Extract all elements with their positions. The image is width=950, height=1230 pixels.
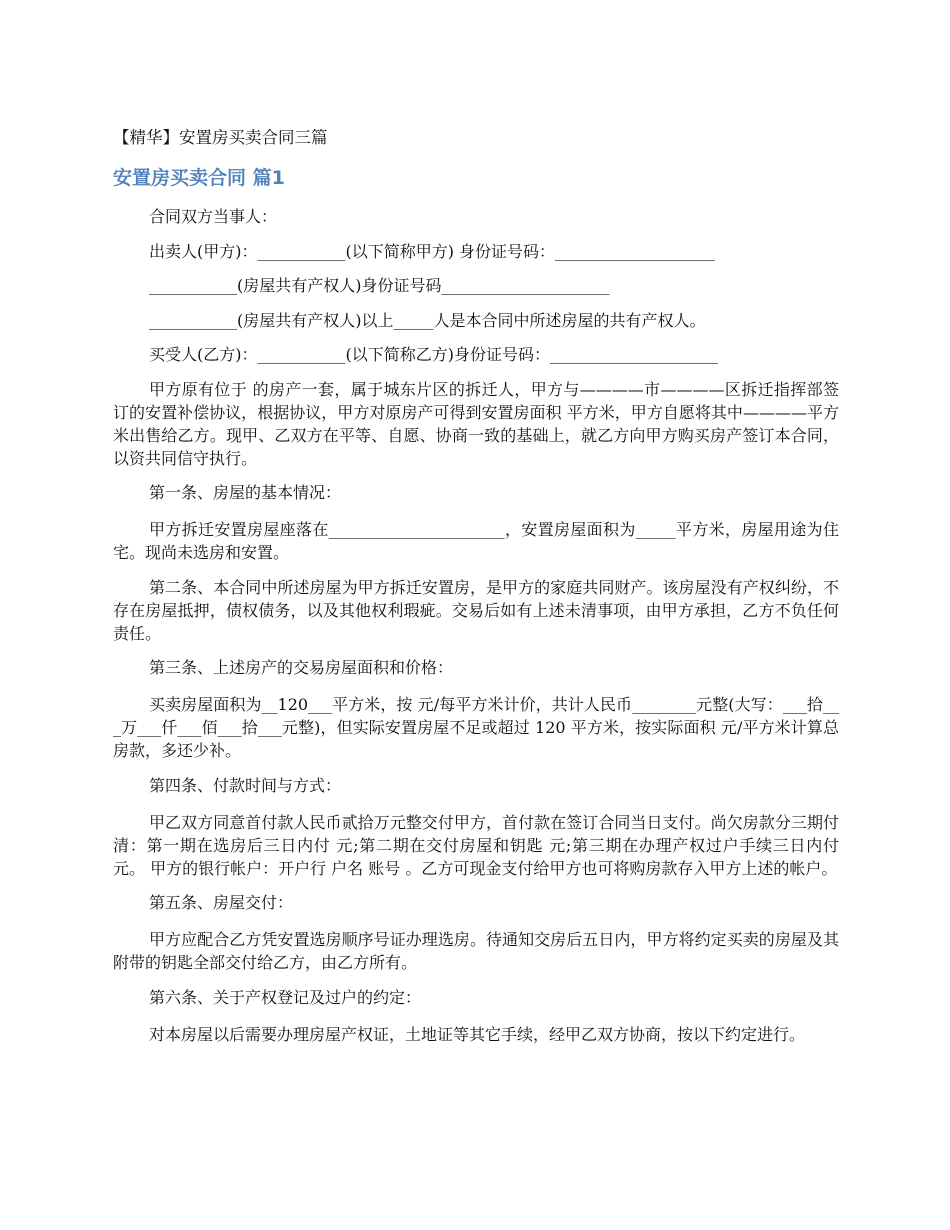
clause-heading: 第五条、房屋交付： xyxy=(149,893,294,912)
preamble-paragraph: 甲方原有位于 的房产一套，属于城东片区的拆迁人，甲方与————市————区拆迁指挥部签订的安置补偿协议，根据协议，甲方对原房产可得到安置房面积 平方米，甲方自愿将其中————平方米出售给乙方。现甲、乙双方在平等、自愿、协商一致的基础上，就乙方向甲方购买房产签订本合同，以资共同信守执行。 xyxy=(113,379,839,468)
co-owner-line: ___________(房屋共有产权人)身份证号码_____________________ xyxy=(149,276,610,295)
buyer-line: 买受人(乙方)：___________(以下简称乙方)身份证号码：_____________________ xyxy=(149,345,718,364)
clause-heading: 第三条、上述房产的交易房屋面积和价格： xyxy=(149,658,454,677)
clause-paragraph: 买卖房屋面积为__120___平方米，按 元/每平方米计价，共计人民币________元整(大写：___拾___万___仟___佰___拾___元整)，但实际安置房屋不足或超过 120 平方米，按实际面积 元/平方米计算总房款，多还少补。 xyxy=(113,695,839,760)
co-owner-line: ___________(房屋共有产权人)以上_____人是本合同中所述房屋的共有产权人。 xyxy=(149,310,706,330)
document-body xyxy=(113,205,839,1057)
seller-line: 出卖人(甲方)：___________(以下简称甲方) 身份证号码：____________________ xyxy=(149,241,716,261)
clause-paragraph: 第二条、本合同中所述房屋为甲方拆迁安置房，是甲方的家庭共同财产。该房屋没有产权纠纷，不存在房屋抵押，债权债务，以及其他权利瑕疵。交易后如有上述未清事项，由甲方承担，乙方不负任何责任。 xyxy=(113,577,839,643)
parties-intro: 合同双方当事人： xyxy=(149,207,278,226)
clause-paragraph: 甲方应配合乙方凭安置选房顺序号证办理选房。待通知交房后五日内，甲方将约定买卖的房屋及其附带的钥匙全部交付给乙方，由乙方所有。 xyxy=(113,930,839,972)
clause-paragraph: 甲乙双方同意首付款人民币贰拾万元整交付甲方，首付款在签订合同当日支付。尚欠房款分三期付清：第一期在选房后三日内付 元;第二期在交付房屋和钥匙 元;第三期在办理产权过户手续三日内付 元。 甲方的银行帐户：开户行 户名 账号 。乙方可现金支付给甲方也可将购房款存入甲方上述的帐户。 xyxy=(113,812,839,878)
document-title: 【精华】安置房买卖合同三篇 xyxy=(113,128,328,147)
clause-heading: 第四条、付款时间与方式： xyxy=(149,775,342,795)
clause-heading: 第一条、房屋的基本情况： xyxy=(149,483,342,502)
clause-heading: 第六条、关于产权登记及过户的约定： xyxy=(149,987,422,1007)
section-heading: 安置房买卖合同 篇1 xyxy=(113,167,285,189)
clause-paragraph: 对本房屋以后需要办理房屋产权证，土地证等其它手续，经甲乙双方协商，按以下约定进行。 xyxy=(149,1024,806,1044)
clause-paragraph: 甲方拆迁安置房屋座落在______________________，安置房屋面积为_____平方米，房屋用途为住宅。现尚未选房和安置。 xyxy=(113,520,839,562)
